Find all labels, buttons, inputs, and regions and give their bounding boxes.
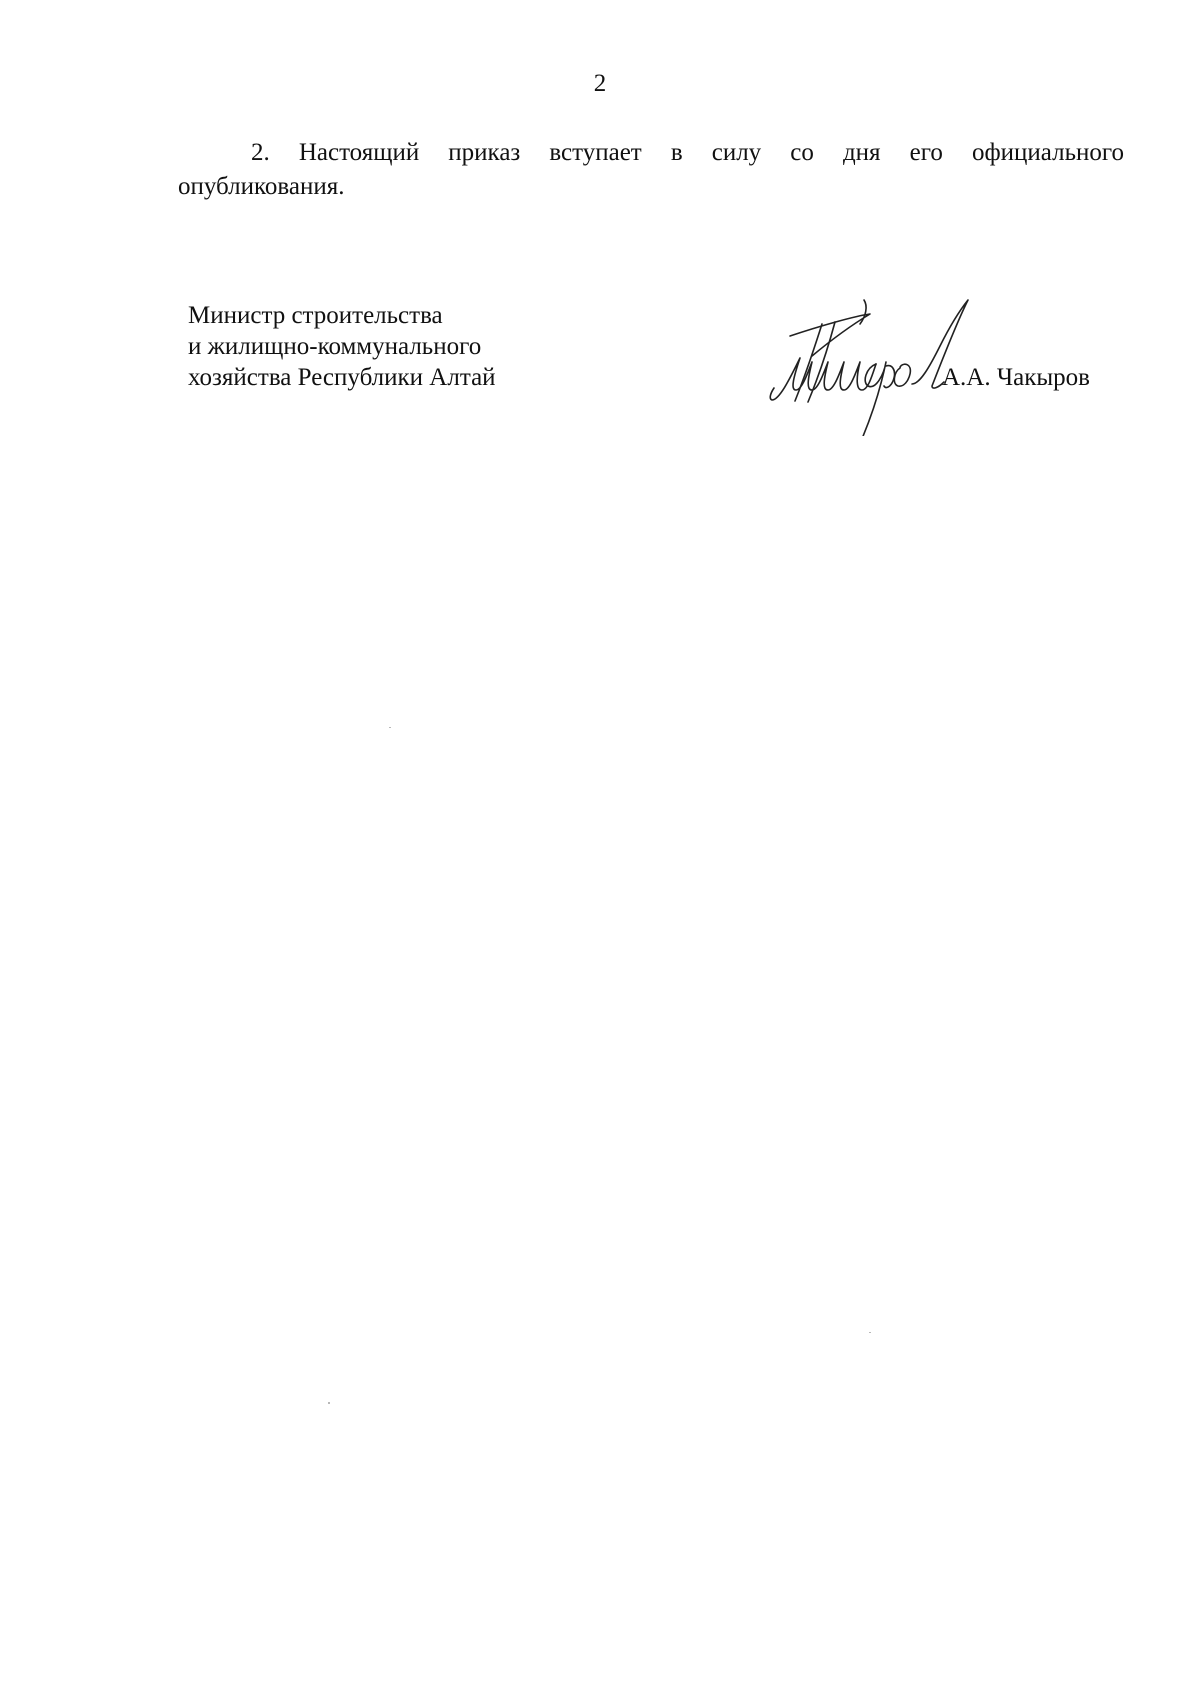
order-clause-paragraph [178,136,1124,204]
signature-stroke [790,314,870,356]
paragraph-line: 2. Настоящий приказ вступает в силу со дня его официального [251,139,1124,166]
scan-speck [389,727,391,728]
signature-stroke [884,366,895,388]
signature-stroke [858,362,886,436]
signature-stroke [894,364,910,386]
paragraph-line: опубликования. [178,173,345,200]
signature-stroke [770,358,876,400]
position-line: Министр строительства [188,302,443,329]
scan-speck [869,1332,871,1333]
signer-name: А.А. Чакыров [942,364,1090,391]
page-number: 2 [593,70,607,97]
position-line: и жилищно-коммунального [188,333,482,360]
signatory-position [188,300,496,393]
position-line: хозяйства Республики Алтай [188,364,496,391]
scan-speck [328,1402,330,1404]
